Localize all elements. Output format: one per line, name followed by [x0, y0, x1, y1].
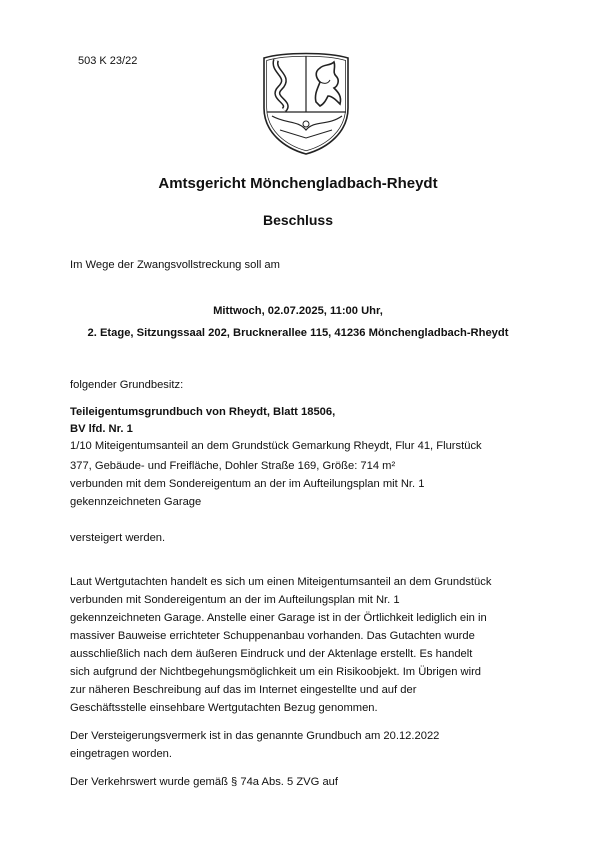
- valuation-line: sich aufgrund der Nichtbegehungsmöglichkeit um ein Risikoobjekt. Im Übrigen wird: [70, 666, 482, 678]
- valuation-line: Geschäftsstelle einsehbare Wertgutachten Bezug genommen.: [70, 702, 378, 714]
- auction-location: 2. Etage, Sitzungssaal 202, Brucknerallee 115, 41236 Mönchengladbach-Rheydt: [87, 327, 509, 339]
- intro-text: Im Wege der Zwangsvollstreckung soll am: [70, 259, 280, 271]
- auction-date: Mittwoch, 02.07.2025, 11:00 Uhr,: [213, 305, 383, 317]
- grundbuch-reference: Teileigentumsgrundbuch von Rheydt, Blatt 18506,: [70, 406, 336, 418]
- property-intro: folgender Grundbesitz:: [70, 379, 184, 391]
- auction-phrase: versteigert werden.: [70, 532, 166, 544]
- document-title: Beschluss: [262, 212, 334, 228]
- description-line: 377, Gebäude- und Freifläche, Dohler Straße 169, Größe: 714 m²: [70, 460, 396, 472]
- nrw-coat-of-arms-icon: [258, 50, 354, 158]
- valuation-line: zur näheren Beschreibung auf das im Internet eingestellte und auf der: [70, 684, 417, 696]
- case-number: 503 K 23/22: [78, 55, 138, 67]
- bv-number: BV lfd. Nr. 1: [70, 423, 133, 435]
- valuation-line: Laut Wertgutachten handelt es sich um einen Miteigentumsanteil an dem Grundstück: [70, 576, 492, 588]
- valuation-line: massiver Bauweise errichteter Schuppenanbau vorhanden. Das Gutachten wurde: [70, 630, 475, 642]
- vermerk-line: Der Versteigerungsvermerk ist in das genannte Grundbuch am 20.12.2022: [70, 730, 440, 742]
- description-line: gekennzeichneten Garage: [70, 496, 202, 508]
- valuation-line: gekennzeichneten Garage. Anstelle einer Garage ist in der Örtlichkeit lediglich ein in: [70, 612, 487, 624]
- valuation-line: ausschließlich nach dem äußeren Eindruck und der Aktenlage erstellt. Es handelt: [70, 648, 473, 660]
- description-line: verbunden mit dem Sondereigentum an der im Aufteilungsplan mit Nr. 1: [70, 478, 425, 490]
- court-name: Amtsgericht Mönchengladbach-Rheydt: [158, 175, 438, 192]
- verkehrswert-text: Der Verkehrswert wurde gemäß § 74a Abs. 5 ZVG auf: [70, 776, 339, 788]
- valuation-line: verbunden mit Sondereigentum an der im Aufteilungsplan mit Nr. 1: [70, 594, 400, 606]
- description-line: 1/10 Miteigentumsanteil an dem Grundstück Gemarkung Rheydt, Flur 41, Flurstück: [70, 440, 482, 452]
- vermerk-line: eingetragen worden.: [70, 748, 173, 760]
